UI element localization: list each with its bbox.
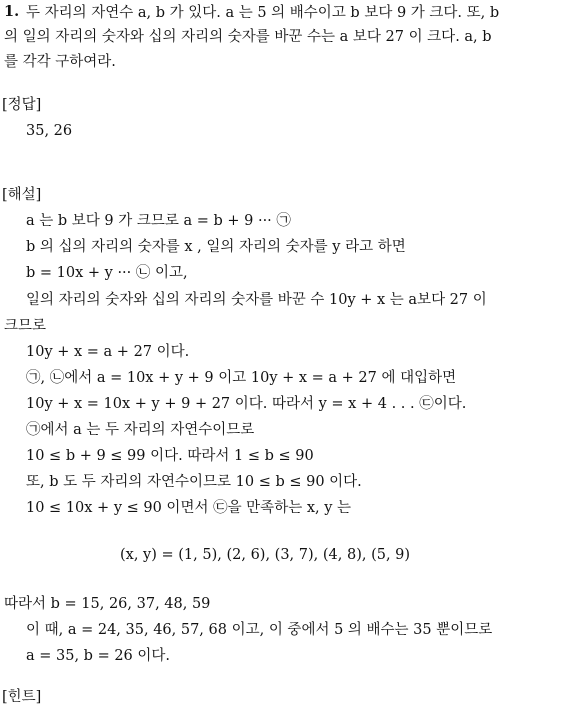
answer-value: 35, 26 — [26, 123, 73, 139]
explanation-line-10: 10 ≤ b + 9 ≤ 99 이다. 따라서 1 ≤ b ≤ 90 — [26, 448, 314, 464]
explanation-line-6: 10y + x = a + 27 이다. — [26, 344, 190, 360]
explanation-line-1: a 는 b 보다 9 가 크므로 a = b + 9 ··· ㉠ — [26, 213, 291, 229]
explanation-line-16: a = 35, b = 26 이다. — [26, 648, 171, 664]
problem-line-2: 의 일의 자리의 숫자와 십의 자리의 숫자를 바꾼 수는 a 보다 27 이 크다. a, b — [4, 29, 492, 45]
explanation-line-8: 10y + x = 10x + y + 9 + 27 이다. 따라서 y = x + 4 . . . ㉢이다. — [26, 396, 467, 412]
hint-heading: [힌트] — [2, 689, 42, 705]
explanation-line-12: 10 ≤ 10x + y ≤ 90 이면서 ㉢을 만족하는 x, y 는 — [26, 500, 352, 516]
explanation-heading: [해설] — [2, 187, 42, 203]
problem-line-1: 두 자리의 자연수 a, b 가 있다. a 는 5 의 배수이고 b 보다 9 가 크다. 또, b — [26, 5, 500, 21]
explanation-line-11: 또, b 도 두 자리의 자연수이므로 10 ≤ b ≤ 90 이다. — [26, 474, 362, 490]
problem-line-3: 를 각각 구하여라. — [4, 54, 116, 70]
explanation-line-5: 크므로 — [4, 318, 47, 334]
explanation-display-equation: (x, y) = (1, 5), (2, 6), (3, 7), (4, 8), (5, 9) — [120, 547, 411, 563]
explanation-line-14: 따라서 b = 15, 26, 37, 48, 59 — [4, 596, 211, 612]
problem-number: 1. — [4, 3, 20, 20]
explanation-line-7: ㉠, ㉡에서 a = 10x + y + 9 이고 10y + x = a + 27 에 대입하면 — [26, 370, 457, 386]
explanation-line-3: b = 10x + y ··· ㉡ 이고, — [26, 265, 188, 281]
explanation-line-2: b 의 십의 자리의 숫자를 x , 일의 자리의 숫자를 y 라고 하면 — [26, 239, 406, 255]
explanation-line-15: 이 때, a = 24, 35, 46, 57, 68 이고, 이 중에서 5 의 배수는 35 뿐이므로 — [26, 622, 493, 638]
explanation-line-9: ㉠에서 a 는 두 자리의 자연수이므로 — [26, 422, 255, 438]
answer-heading: [정답] — [2, 97, 42, 113]
explanation-line-4: 일의 자리의 숫자와 십의 자리의 숫자를 바꾼 수 10y + x 는 a보다 27 이 — [26, 292, 487, 308]
